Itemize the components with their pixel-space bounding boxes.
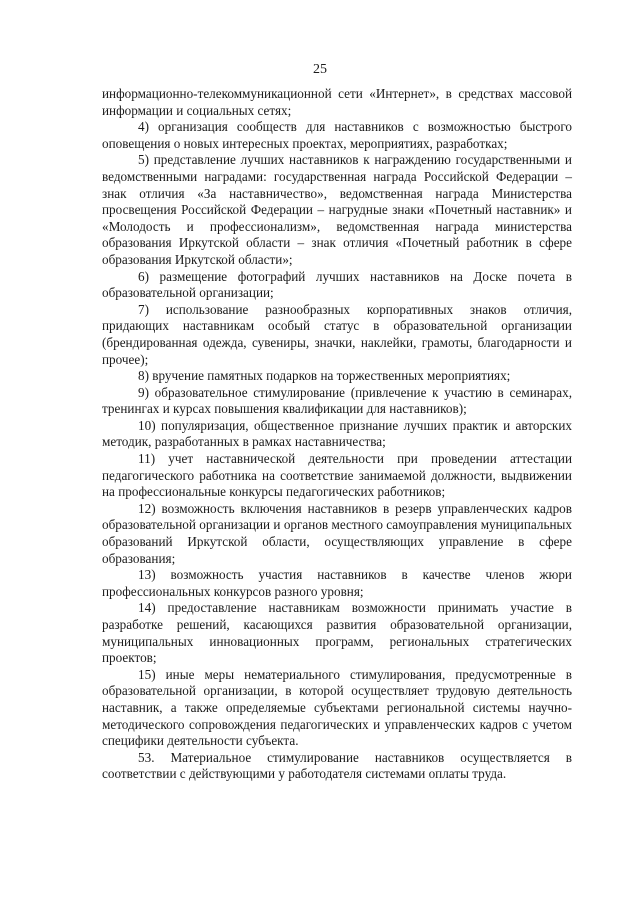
list-item-6: 6) размещение фотографий лучших наставников на Доске почета в образовательной организации; [102, 268, 572, 301]
list-item-12: 12) возможность включения наставников в резерв управленческих кадров образовательной организации и органов местного самоуправления муниципальных образований Иркутской области, осуществляющих управление в сфере образования; [102, 500, 572, 566]
list-item-5: 5) представление лучших наставников к награждению государственными и ведомственными наградами: государственная награда Российской Федерации – знак отличия «За наставничество», ведомственная награда Министерства просвещения Российской Федерации – нагрудные знаки «Почетный наставник» и «Молодость и профессионализм», ведомственная награда министерства образования Иркутской области – знак отличия «Почетный работник в сфере образования Иркутской области»; [102, 152, 572, 267]
paragraph-continuation: информационно-телекоммуникационной сети «Интернет», в средствах массовой информации и социальных сетях; [102, 86, 572, 118]
list-item-4: 4) организация сообществ для наставников с возможностью быстрого оповещения о новых интересных проектах, мероприятиях, разработках; [102, 119, 572, 151]
document-body [102, 86, 572, 783]
page-number: 25 [313, 62, 327, 77]
list-item-14: 14) предоставление наставникам возможности принимать участие в разработке решений, касающихся развития образовательной организации, муниципальных инновационных программ, региональных стратегических проектов; [102, 600, 572, 666]
list-item-10: 10) популяризация, общественное признание лучших практик и авторских методик, разработанных в рамках наставничества; [102, 417, 572, 450]
list-item-13: 13) возможность участия наставников в качестве членов жюри профессиональных конкурсов разного уровня; [102, 567, 572, 599]
list-item-8: 8) вручение памятных подарков на торжественных мероприятиях; [138, 368, 511, 384]
list-item-11: 11) учет наставнической деятельности при проведении аттестации педагогического работника на соответствие занимаемой должности, выдвижении на профессиональные конкурсы педагогических работников; [102, 451, 572, 500]
list-item-7: 7) использование разнообразных корпоративных знаков отличия, придающих наставникам особый статус в образовательной организации (брендированная одежда, сувениры, значки, наклейки, грамоты, благодарности и прочее); [102, 301, 572, 367]
section-53-paragraph: 53. Материальное стимулирование наставников осуществляется в соответствии с действующими у работодателя системами оплаты труда. [102, 749, 572, 782]
list-item-9: 9) образовательное стимулирование (привлечение к участию в семинарах, тренингах и курсах повышения квалификации для наставников); [102, 384, 572, 417]
list-item-15: 15) иные меры нематериального стимулирования, предусмотренные в образовательной организации, в которой осуществляет трудовую деятельность наставник, а также определяемые субъектами региональной системы научно-методического сопровождения педагогических и управленческих кадров с учетом специфики деятельности субъекта. [102, 666, 572, 749]
